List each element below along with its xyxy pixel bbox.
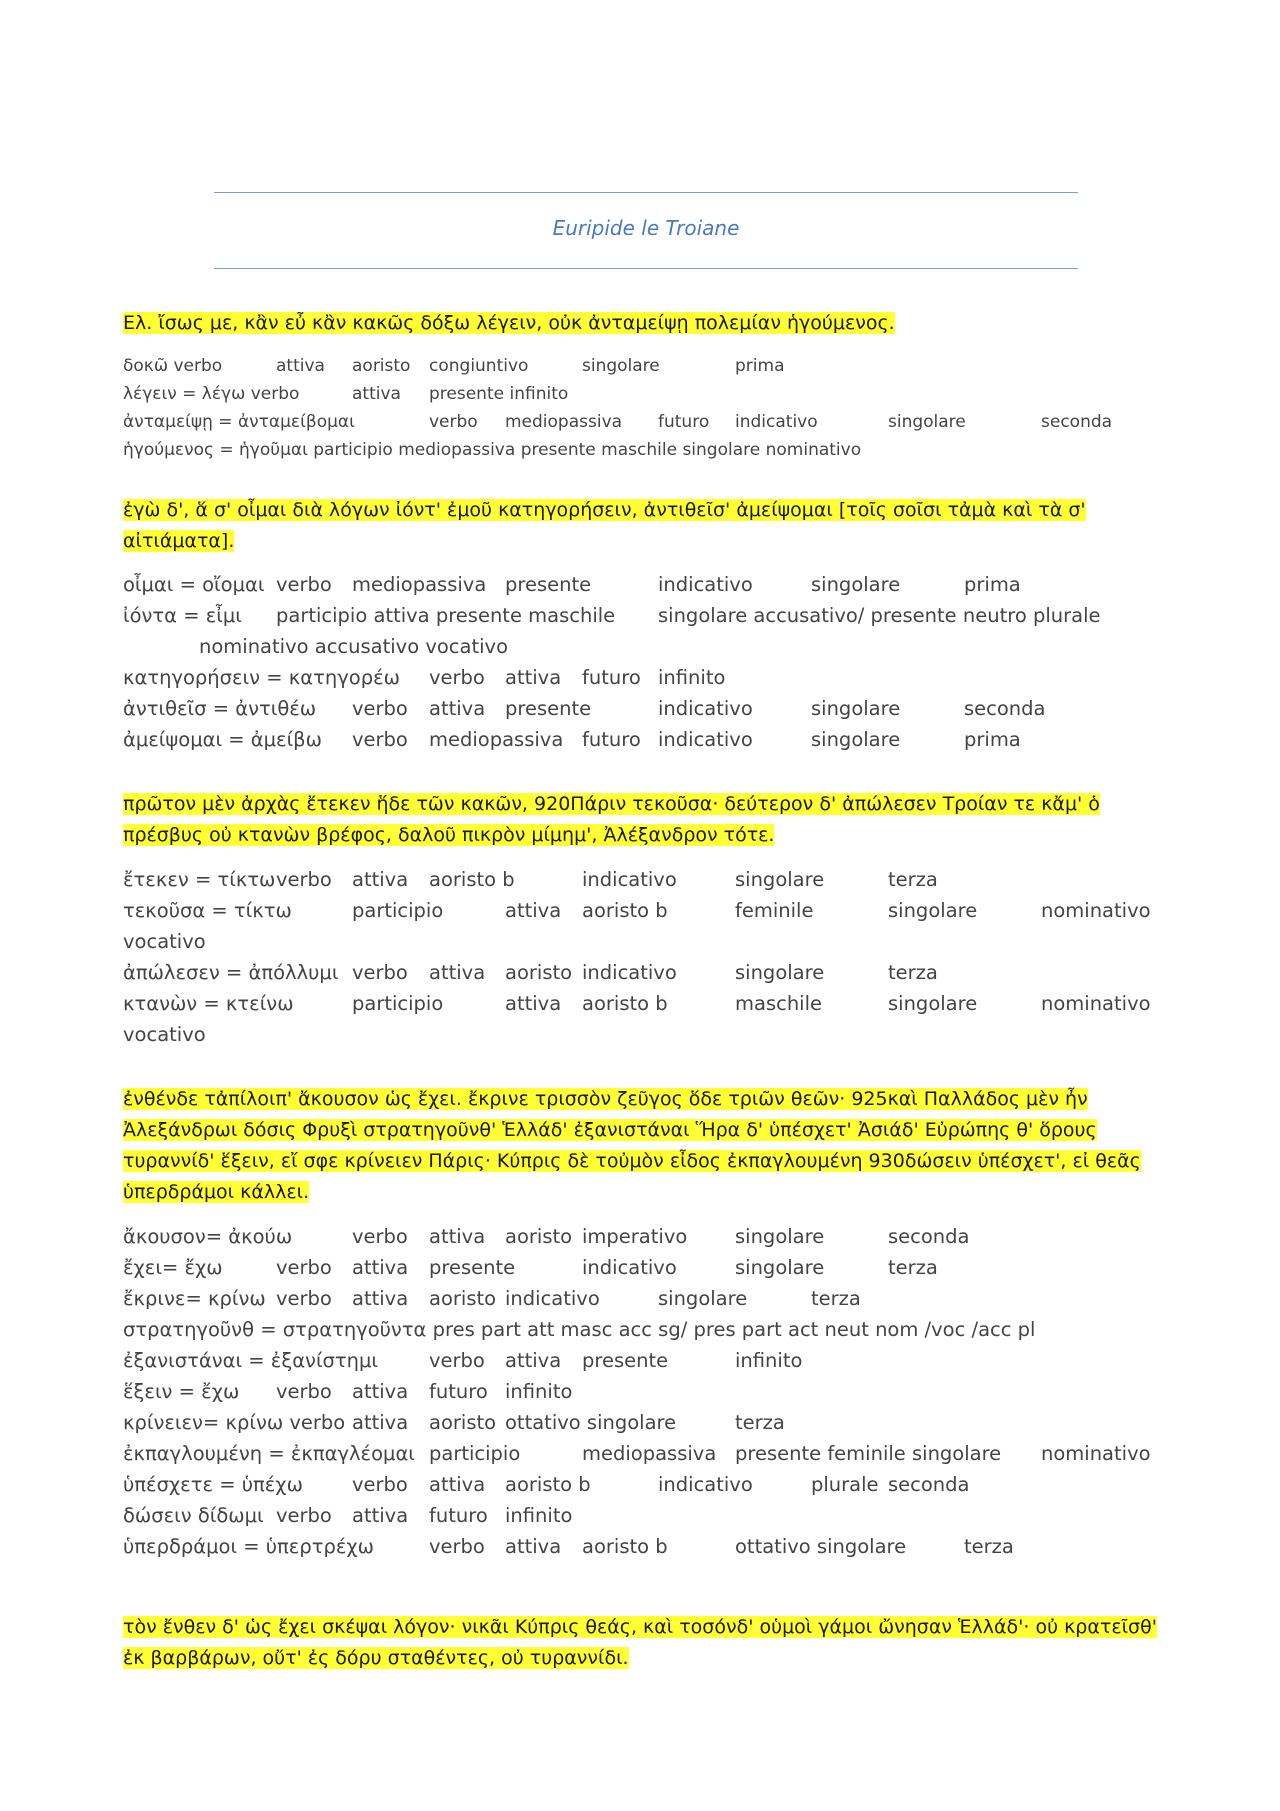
analysis-row: vocativo [123,930,206,953]
analysis-row: ἀνταμείψῃ = ἀνταμείβομαι verbo mediopassiva futuro indicativo singolare seconda [123,412,1113,432]
analysis-row: ὑπέσχετε = ὑπέχω verbo attiva aoristo b indicativo plurale seconda [123,1473,970,1496]
analysis-row: vocativo [123,1023,206,1046]
header-rule-bottom [214,268,1078,269]
analysis-row: δοκῶ verbo attiva aoristo congiuntivo singolare prima [123,356,785,376]
highlighted-verse-text: τὸν ἔνθεν δ' ὡς ἔχει σκέψαι λόγον· νικᾶι Κύπρις θεάς, καὶ τοσόνδ' οὑμοὶ γάμοι ὤνησαν Ἑλλάδ'· οὐ κρατεῖσθ' ἐκ βαρβάρων, οὔτ' ἐς δόρυ σταθέντες, οὐ τυραννίδι. [123,1616,1157,1669]
greek-verse [123,789,1173,851]
analysis-row: δώσειν δίδωμι verbo attiva futuro infinito [123,1504,573,1527]
analysis-row: nominativo accusativo vocativo [199,635,509,658]
analysis-row: ὑπερδράμοι = ὑπερτρέχω verbo attiva aoristo b ottativo singolare terza [123,1535,1014,1558]
greek-verse [123,308,1173,339]
highlighted-verse-text: ἐγὼ δ', ἅ σ' οἶμαι διὰ λόγων ἰόντ' ἐμοῦ κατηγορήσειν, ἀντιθεῖσ' ἀμείψομαι [τοῖς σοῖσι τἀμὰ καὶ τὰ σ' αἰτιάματα]. [123,499,1086,552]
greek-verse [123,495,1173,557]
analysis-row: ἐκπαγλουμένη = ἐκπαγλέομαι participio mediopassiva presente feminile singolare nominativo [123,1442,1151,1465]
greek-verse [123,1084,1173,1208]
analysis-row: κατηγορήσειν = κατηγορέω verbo attiva futuro infinito [123,666,726,689]
analysis-row: ἐξανιστάναι = ἐξανίστημι verbo attiva presente infinito [123,1349,803,1372]
analysis-row: ἕξειν = ἔχω verbo attiva futuro infinito [123,1380,573,1403]
analysis-row: τεκοῦσα = τίκτω participio attiva aoristo b feminile singolare nominativo [123,899,1151,922]
analysis-block-2 [123,573,1173,759]
analysis-row: ἀντιθεῖσ = ἀντιθέω verbo attiva presente indicativo singolare seconda [123,697,1046,720]
analysis-row: ἔκρινε= κρίνω verbo attiva aoristo indicativo singolare terza [123,1287,861,1310]
analysis-row: ἀπώλεσεν = ἀπόλλυμι verbo attiva aoristo indicativo singolare terza [123,961,938,984]
highlighted-verse-text: πρῶτον μὲν ἀρχὰς ἔτεκεν ἥδε τῶν κακῶν, 920Πάριν τεκοῦσα· δεύτερον δ' ἀπώλεσεν Τροίαν τε κἄμ' ὁ πρέσβυς οὐ κτανὼν βρέφος, δαλοῦ πικρὸν μίμημ', Ἀλέξανδρον τότε. [123,793,1100,846]
highlighted-verse-text: ἐνθένδε τἀπίλοιπ' ἄκουσον ὡς ἔχει. ἔκρινε τρισσὸν ζεῦγος ὅδε τριῶν θεῶν· 925καὶ Παλλάδος μὲν ἦν Ἀλεξάνδρωι δόσις Φρυξὶ στρατηγοῦνθ' Ἑλλάδ' ἐξανιστάναι Ἥρα δ' ὑπέσχετ' Ἀσιάδ' Εὐρώπης θ' ὅρους τυραννίδ' ἕξειν, εἴ σφε κρίνειεν Πάρις· Κύπρις δὲ τοὐμὸν εἶδος ἐκπαγλουμένη 930δώσειν ὑπέσχετ', εἰ θεᾶς ὑπερδράμοι κάλλει. [123,1088,1141,1203]
analysis-row: ἄκουσον= ἀκούω verbo attiva aoristo imperativo singolare seconda [123,1225,970,1248]
header-rule-top [214,192,1078,193]
analysis-row: ἡγούμενος = ἡγοῦμαι participio mediopassiva presente maschile singolare nominativo [123,440,862,460]
analysis-row: ἔτεκεν = τίκτω verbo attiva aoristo b indicativo singolare terza [123,868,938,891]
greek-verse [123,1612,1173,1674]
analysis-row: οἶμαι = οἴομαι verbo mediopassiva presente indicativo singolare prima [123,573,1021,596]
analysis-row: λέγειν = λέγω verbo attiva presente infinito [123,384,569,404]
highlighted-verse-text: Ελ. ἴσως με, κἂν εὖ κἂν κακῶς δόξω λέγειν, οὐκ ἀνταμείψῃ πολεμίαν ἡγούμενος. [123,312,895,334]
analysis-row: στρατηγοῦνθ = στρατηγοῦντα pres part att masc acc sg/ pres part act neut nom /voc /acc pl [123,1318,1036,1341]
analysis-row: κρίνειεν= κρίνω verbo attiva aoristo ottativo singolare terza [123,1411,785,1434]
analysis-row: ἀμείψομαι = ἀμείβω verbo mediopassiva futuro indicativo singolare prima [123,728,1021,751]
analysis-block-1 [123,356,1173,468]
analysis-row: ἰόντα = εἶμι participio attiva presente maschile singolare accusativo/ presente neutro plurale [123,604,1101,627]
analysis-row: ἔχει= ἔχω verbo attiva presente indicativo singolare terza [123,1256,938,1279]
analysis-block-4 [123,1225,1173,1566]
analysis-row: κτανὼν = κτείνω participio attiva aoristo b maschile singolare nominativo [123,992,1151,1015]
document-title: Euripide le Troiane [552,216,740,240]
analysis-block-3 [123,868,1173,1054]
